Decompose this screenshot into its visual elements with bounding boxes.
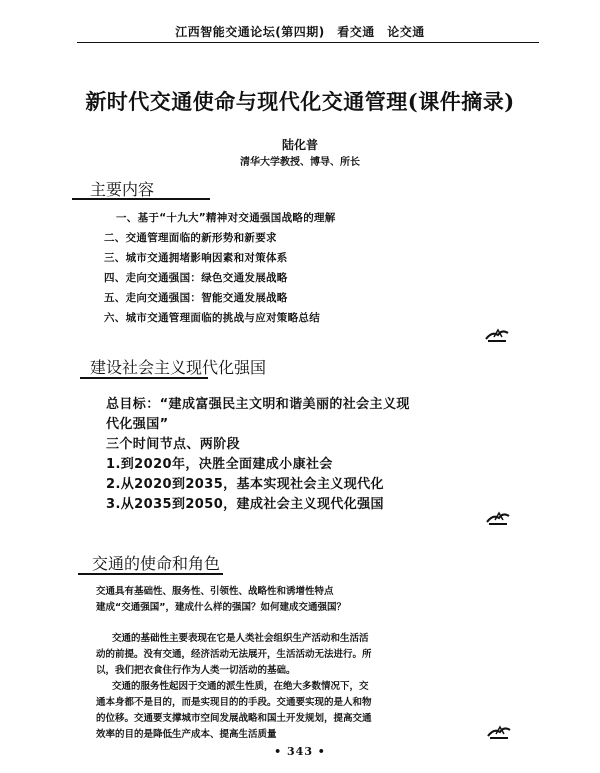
- page-number: • 343 •: [274, 745, 326, 758]
- running-header: 江西智能交通论坛(第四期) 看交通 论交通: [175, 25, 425, 39]
- paragraph-line: 交通的基础性主要表现在它是人类社会组织生产活动和生活活: [112, 633, 369, 644]
- goal-line: 3.从2035到2050，建成社会主义现代化强国: [106, 497, 384, 512]
- paragraph-line: 通本身都不是目的，而是实现目的的手段。交通要实现的是人和物: [96, 697, 372, 708]
- goal-line: 代化强国”: [106, 417, 169, 432]
- section-heading-mission: 交通的使命和角色: [92, 554, 221, 573]
- header-rule: [77, 42, 539, 43]
- tsinghua-logo-icon: [485, 510, 511, 526]
- tsinghua-logo-icon: [486, 724, 512, 740]
- goal-line: 1.到2020年，决胜全面建成小康社会: [106, 457, 333, 472]
- paragraph-line: 以，我们把衣食住行作为人类一切活动的基础。: [96, 665, 296, 676]
- list-item: 五、走向交通强国：智能交通发展战略: [104, 292, 288, 304]
- goal-line: 总目标：“建成富强民主文明和谐美丽的社会主义现: [106, 397, 410, 412]
- paragraph-line: 的位移。交通要支撑城市空间发展战略和国土开发规划，提高交通: [96, 713, 372, 724]
- goal-line: 2.从2020到2035，基本实现社会主义现代化: [106, 477, 384, 492]
- list-item: 一、基于“十九大”精神对交通强国战略的理解: [116, 212, 336, 224]
- paragraph-line: 交通的服务性起因于交通的派生性质，在绝大多数情况下，交: [112, 681, 369, 692]
- author-name: 陆化普: [281, 138, 318, 152]
- intro-line: 交通具有基础性、服务性、引领性、战略性和诱增性特点: [96, 586, 334, 597]
- page-title: 新时代交通使命与现代化交通管理(课件摘录): [85, 89, 515, 114]
- tsinghua-logo-icon: [484, 327, 510, 343]
- section-rule: [78, 573, 223, 575]
- intro-line: 建成“交通强国”，建成什么样的强国？如何建成交通强国？: [96, 602, 346, 613]
- goal-line: 三个时间节点、两阶段: [106, 437, 241, 452]
- list-item: 六、城市交通管理面临的挑战与应对策略总结: [104, 312, 320, 324]
- section-heading-contents: 主要内容: [90, 180, 155, 199]
- list-item: 四、走向交通强国：绿色交通发展战略: [104, 272, 288, 284]
- list-item: 二、交通管理面临的新形势和新要求: [104, 232, 277, 244]
- section-rule: [72, 198, 210, 200]
- section-rule: [80, 377, 208, 379]
- list-item: 三、城市交通拥堵影响因素和对策体系: [104, 252, 288, 264]
- paragraph-line: 效率的目的是降低生产成本、提高生活质量: [96, 729, 277, 740]
- author-affiliation: 清华大学教授、博导、所长: [240, 157, 360, 168]
- paragraph-line: 动的前提。没有交通，经济活动无法展开，生活活动无法进行。所: [96, 649, 372, 660]
- section-heading-strong-nation: 建设社会主义现代化强国: [90, 358, 267, 377]
